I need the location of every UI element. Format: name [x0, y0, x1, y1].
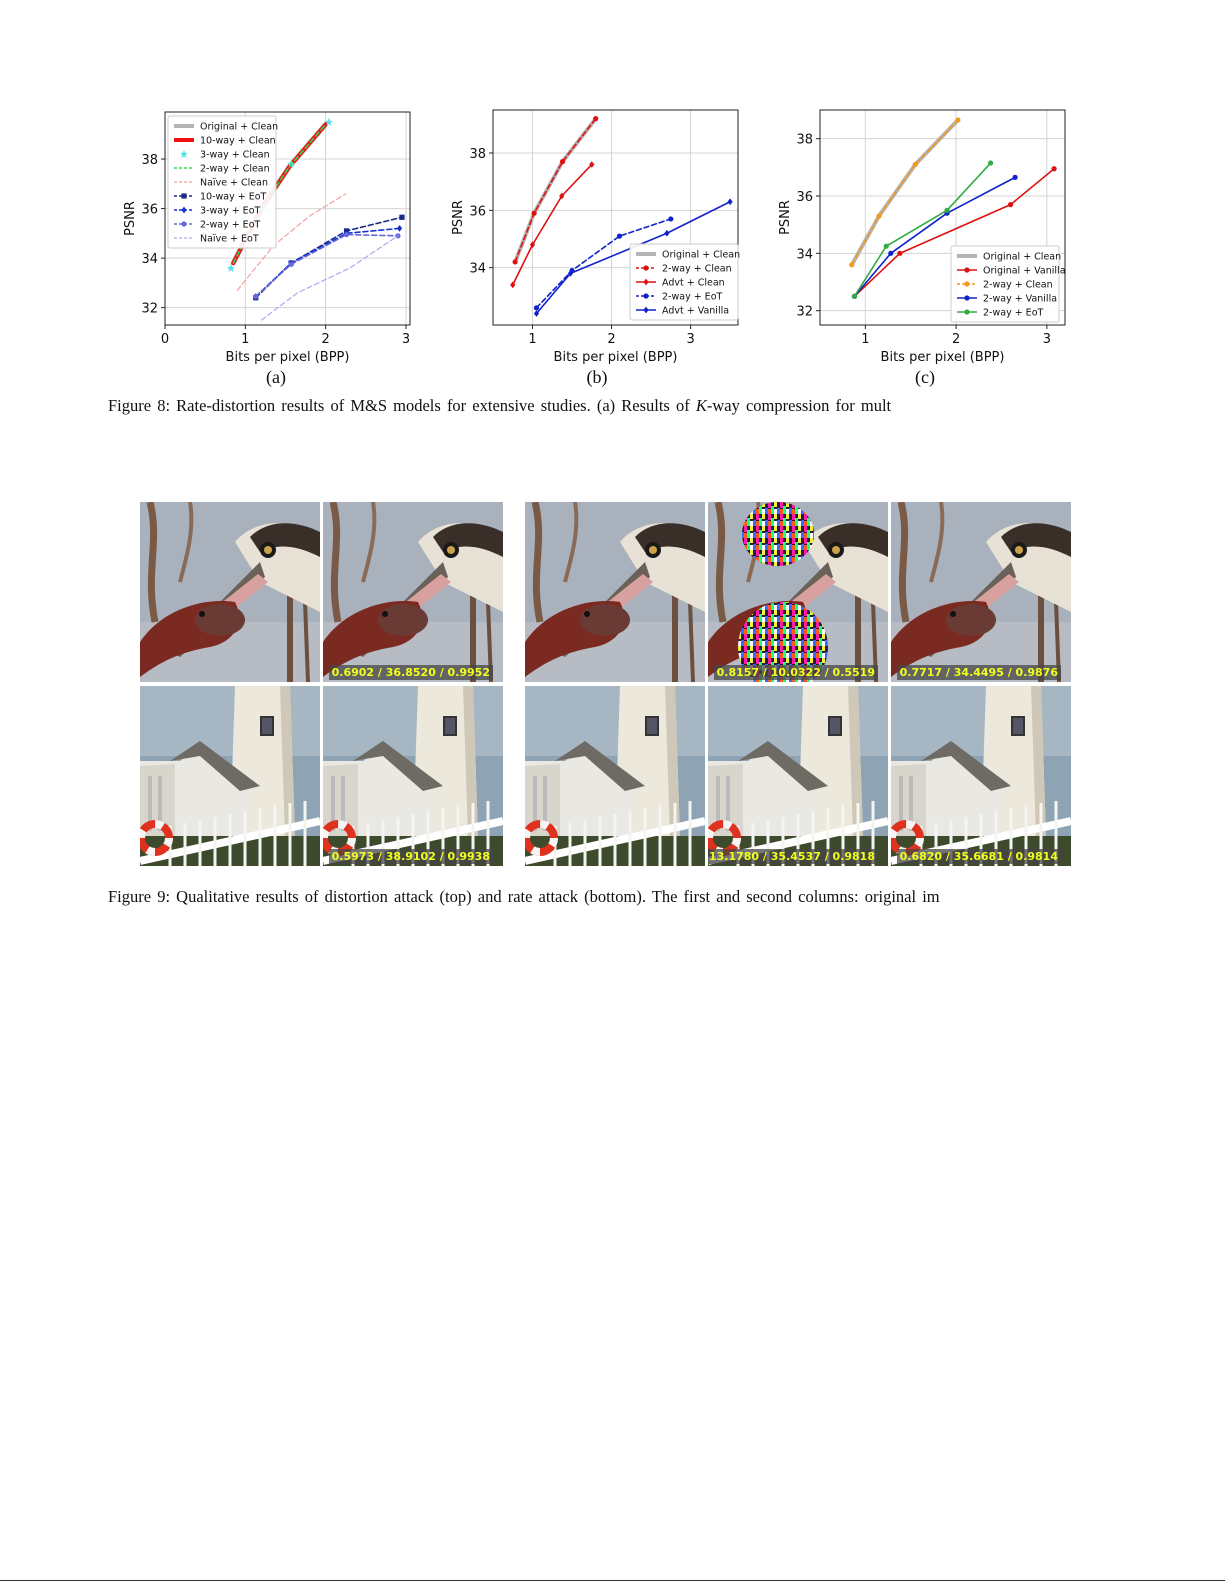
data-point [181, 221, 186, 226]
data-point [964, 267, 969, 272]
legend-label: 2-way + EoT [200, 219, 261, 231]
lighthouse-original-image [140, 686, 320, 866]
y-axis-label: PSNR [778, 200, 793, 235]
y-tick-label: 36 [796, 190, 813, 205]
x-axis-label: Bits per pixel (BPP) [880, 350, 1005, 365]
y-tick-label: 38 [141, 153, 158, 169]
data-point [513, 259, 518, 264]
data-point [664, 230, 669, 237]
x-axis-label: Bits per pixel (BPP) [225, 350, 350, 365]
legend [951, 246, 1066, 322]
legend-label: Advt + Clean [662, 277, 725, 289]
y-tick-label: 36 [141, 202, 158, 218]
series-line [256, 217, 402, 297]
series [515, 119, 596, 262]
data-point [643, 265, 648, 270]
figure8-caption-var: K [695, 396, 707, 415]
x-tick-label: 2 [321, 332, 330, 347]
series [513, 116, 599, 265]
data-point [560, 159, 565, 164]
chart-a [120, 100, 420, 369]
data-point [884, 244, 889, 249]
legend-label: Original + Vanilla [983, 265, 1066, 277]
data-point [668, 216, 673, 221]
legend-label: 3-way + Clean [200, 149, 270, 161]
data-point [964, 281, 969, 286]
data-point [964, 295, 969, 300]
chart-c-svg [775, 100, 1075, 365]
chart-b-svg [448, 100, 748, 365]
metric-label: 0.5973 / 38.9102 / 0.9938 [329, 849, 493, 864]
data-point [289, 262, 294, 267]
series-line [515, 119, 596, 262]
chart-a-svg [120, 100, 420, 365]
data-point [897, 251, 902, 256]
sublabel-a: (a) [266, 367, 286, 387]
x-tick-label: 1 [241, 332, 250, 347]
data-point [852, 294, 857, 299]
legend-label: 2-way + Clean [983, 279, 1053, 291]
x-tick-label: 3 [686, 332, 695, 347]
data-point [253, 294, 258, 299]
legend-label: 2-way + EoT [662, 291, 723, 303]
metric-label: 0.8157 / 10.0322 / 0.5519 [714, 665, 878, 680]
x-tick-label: 0 [160, 332, 170, 347]
data-point [617, 234, 622, 239]
data-point [593, 116, 598, 121]
y-tick-label: 32 [141, 301, 158, 317]
chart-c [775, 100, 1075, 369]
data-point [1012, 175, 1017, 180]
data-point [531, 211, 536, 216]
data-point [643, 293, 648, 298]
legend-label: 3-way + EoT [200, 205, 261, 217]
bird-defended-reconstruction-image [891, 502, 1071, 682]
legend-label: 10-way + EoT [200, 191, 267, 203]
data-point [944, 208, 949, 213]
x-tick-label: 3 [401, 332, 411, 347]
legend [630, 244, 740, 320]
bird-reconstruction-image [323, 502, 503, 682]
x-tick-label: 2 [951, 332, 961, 347]
bird-adversarial-image [525, 502, 705, 682]
data-point [964, 309, 969, 314]
x-axis-label: Bits per pixel (BPP) [553, 350, 678, 365]
x-tick-label: 2 [607, 332, 616, 347]
y-tick-label: 34 [469, 261, 486, 277]
bird-attacked-reconstruction-image [708, 502, 888, 682]
data-point [955, 117, 960, 122]
y-tick-label: 34 [796, 247, 813, 263]
metric-label: 13.1780 / 35.4537 / 0.9818 [708, 849, 878, 864]
y-axis-label: PSNR [123, 201, 138, 236]
data-point [888, 251, 893, 256]
data-point [1052, 166, 1057, 171]
series-line [515, 119, 596, 262]
data-point [534, 305, 539, 310]
legend [168, 116, 278, 248]
legend-label: Original + Clean [662, 249, 741, 261]
legend-label: 2-way + Clean [200, 163, 270, 175]
y-tick-label: 32 [796, 304, 813, 320]
figure8-caption-tail: -way compression for mult [706, 396, 892, 415]
data-point [344, 232, 349, 237]
page-bottom-rule [0, 1580, 1225, 1581]
x-tick-label: 1 [861, 332, 870, 347]
figure8-caption-text: Figure 8: Rate-distortion results of M&S models for extensive studies. (a) Results of [108, 396, 690, 415]
data-point [397, 225, 402, 232]
y-tick-label: 36 [469, 204, 486, 220]
legend-label: 2-way + EoT [983, 307, 1044, 319]
data-point [988, 160, 993, 165]
figure9-caption: Figure 9: Qualitative results of distortion attack (top) and rate attack (bottom). The first and second columns: original im [108, 887, 940, 906]
x-tick-label: 3 [1042, 332, 1051, 347]
y-tick-label: 34 [141, 252, 158, 268]
chart-b [448, 100, 748, 369]
legend-label: Naïve + Clean [200, 177, 268, 189]
legend-label: Naïve + EoT [200, 233, 259, 245]
lighthouse-attacked-reconstruction-image [708, 686, 888, 866]
data-point [181, 193, 186, 198]
bird-original-image [140, 502, 320, 682]
y-tick-label: 38 [469, 147, 486, 162]
metric-label: 0.7717 / 34.4495 / 0.9876 [897, 665, 1061, 680]
data-point [399, 215, 404, 220]
series-line [256, 228, 400, 296]
legend-label: Original + Clean [983, 251, 1062, 263]
data-point [727, 198, 732, 205]
sublabel-c: (c) [915, 367, 935, 387]
data-point [876, 213, 881, 218]
data-point [913, 162, 918, 167]
metric-label: 0.6902 / 36.8520 / 0.9952 [329, 665, 493, 680]
y-tick-label: 38 [796, 132, 813, 148]
legend-label: Original + Clean [200, 121, 279, 133]
sublabel-b: (b) [586, 367, 608, 387]
x-tick-label: 1 [528, 332, 537, 347]
figure8-caption [108, 396, 891, 416]
lighthouse-defended-reconstruction-image [891, 686, 1071, 866]
data-point [1008, 202, 1013, 207]
legend-label: 10-way + Clean [200, 135, 276, 147]
legend-label: 2-way + Clean [662, 263, 732, 275]
data-point [849, 262, 854, 267]
metric-label: 0.6820 / 35.6681 / 0.9814 [897, 849, 1061, 864]
lighthouse-reconstruction-image [323, 686, 503, 866]
lighthouse-adversarial-image [525, 686, 705, 866]
legend-label: Advt + Vanilla [662, 305, 730, 317]
y-axis-label: PSNR [451, 200, 466, 235]
legend-label: 2-way + Vanilla [983, 293, 1058, 305]
